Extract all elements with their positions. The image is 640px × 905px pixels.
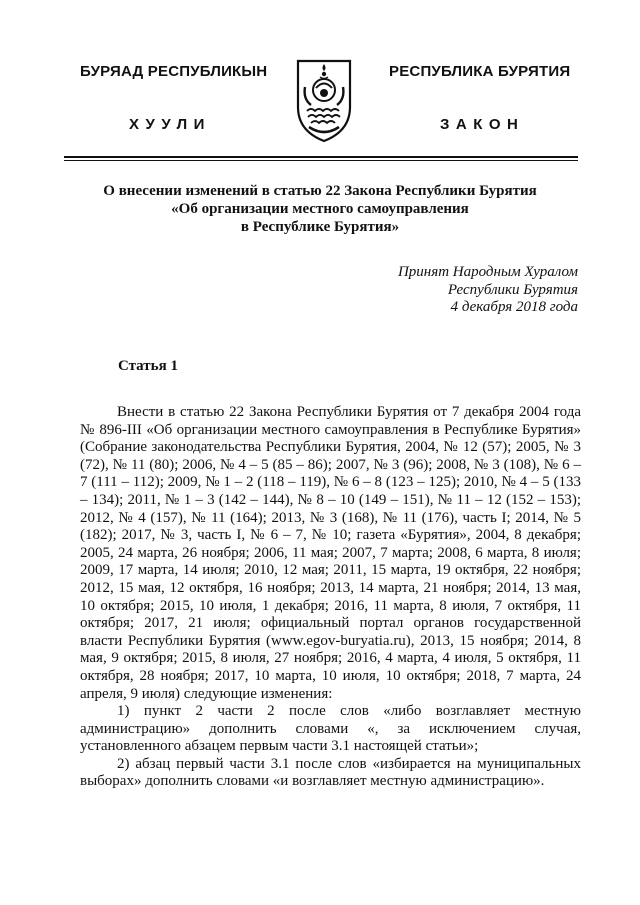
- adoption-note: [398, 264, 578, 317]
- header-left-name: БУРЯАД РЕСПУБЛИКЫН: [80, 63, 268, 80]
- article-heading: Статья 1: [118, 358, 178, 374]
- adoption-note-line-1: Принят Народным Хуралом: [397, 264, 578, 280]
- law-title-line-1: О внесении изменений в статью 22 Закона Республики Бурятия: [103, 183, 537, 199]
- law-title-line-2: «Об организации местного самоуправления: [171, 201, 469, 217]
- header-divider-thin: [64, 160, 578, 161]
- header-divider-thick: [64, 156, 578, 158]
- adoption-date: 4 декабря 2018 года: [450, 299, 578, 315]
- article-intro-paragraph: Внести в статью 22 Закона Республики Бурятия от 7 декабря 2004 года № 896-III «Об организации местного самоуправления в Республике Бурятия» (Собрание законодательства Республики Бурятия, 2004, № 12 (57); 2005, № 3 (72), № 11 (80); 2006, № 4 – 5 (85 – 86); 2007, № 3 (96); 2008, № 3 (108), № 6 – 7 (111 – 112); 2009, № 1 – 2 (118 – 119), № 6 – 8 (123 – 125); 2010, № 4 – 5 (133 – 134); 2011, № 1 – 3 (142 – 144), № 8 – 10 (149 – 151), № 11 – 12 (152 – 153); 2012, № 4 (157), № 11 (164); 2013, № 3 (168), № 11 (176), часть I; 2014, № 5 (182); 2017, № 3, часть I, № 6 – 7, № 10; газета «Бурятия», 2004, 8 декабря; 2005, 24 марта, 26 ноября; 2006, 11 мая; 2007, 7 марта; 2008, 6 марта, 8 июля; 2009, 17 марта, 14 июля; 2010, 12 мая; 2011, 15 марта, 19 октября, 22 ноября; 2012, 15 мая, 12 октября, 16 ноября; 2013, 14 марта, 21 ноября; 2014, 13 мая, 10 октября; 2015, 10 июля, 1 декабря; 2016, 11 марта, 8 июля, 7 октября, 11 октября; 2017, 21 июля; официальный портал органов государственной власти Республики Бурятия (www.egov-buryatia.ru), 2013, 15 ноября; 2014, 8 мая, 9 октября; 2015, 8 июля, 27 ноября; 2016, 4 марта, 4 июля, 5 октября, 11 октября, 28 ноября; 2017, 10 марта, 10 июля, 10 октября; 2018, 7 марта, 24 апреля, 9 июля) следующие изменения:: [80, 404, 581, 702]
- header-left-doc-type: ХУУЛИ: [129, 116, 211, 133]
- amendment-item-2: 2) абзац первый части 3.1 после слов «избирается на муниципальных выборах» дополнить словами «и возглавляет местную администрацию».: [80, 755, 581, 790]
- law-title-line-3: в Республике Бурятия»: [240, 219, 400, 235]
- header-right-doc-type: ЗАКОН: [440, 116, 525, 133]
- amendment-item-1: 1) пункт 2 части 2 после слов «либо возглавляет местную администрацию» дополнить словами «, за исключением случая, установленного абзацем первым части 3.1 настоящей статьи»;: [80, 703, 581, 755]
- article-body: [80, 404, 581, 791]
- law-title: [60, 182, 580, 236]
- header-right-name: РЕСПУБЛИКА БУРЯТИЯ: [389, 63, 571, 80]
- coat-of-arms-icon: [293, 55, 355, 145]
- adoption-note-line-2: Республики Бурятия: [447, 281, 578, 298]
